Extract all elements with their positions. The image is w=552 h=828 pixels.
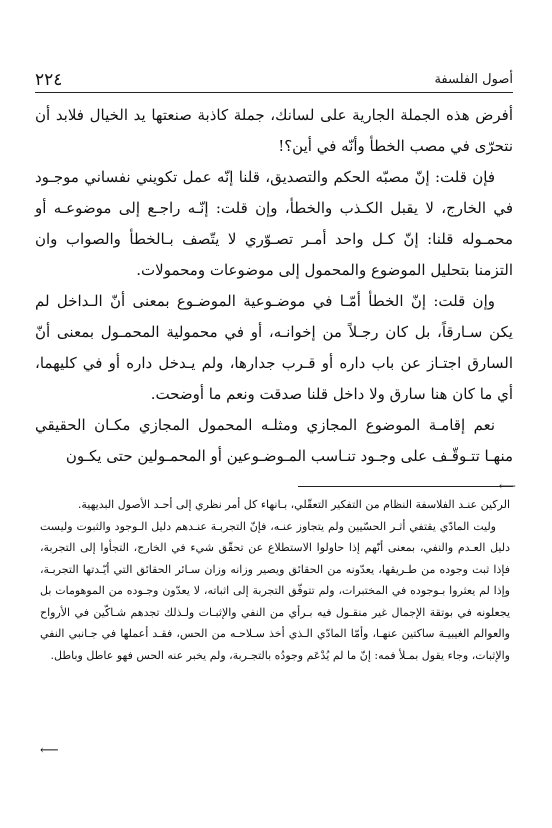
- running-title: أصول الفلسفة: [434, 72, 513, 87]
- header-rule: [35, 92, 513, 93]
- body-paragraph: وإن قلت: إنّ الخطأ أمّـا في موضـوعية الموضـوع بمعنى أنّ الـداخل لم يكن سـارقاً، بل كان رجـلاً من إخوانـه، أو في محمولية المحمـول بمعنى أنّ السارق اجتـاز عن باب داره أو قـرب جدارها، ولم يـدخل داره أو في كليهما، أي ما كان هنا سارق ولا داخل قلنا صدقت ونعم ما أوضحت.: [35, 292, 513, 403]
- body-paragraph: فإن قلت: إنّ مصبّه الحكم والتصديق، قلنا إنّه عمل تكويني نفساني موجـود في الخارج، لا يقبل الكـذب والخطأ، وإن قلت: إنّـه راجـع إلى موضوعـه أو محمـوله قلنا: إنّ كـل واحد أمـر تصـوّري لا يتّصف بـالخطأ والصواب وان التزمنا بتحليل الموضوع والمحمول إلى موضوعات ومحمولات.: [35, 168, 513, 279]
- footnotes: [40, 494, 510, 666]
- footnote-rule: [298, 486, 513, 487]
- page-number: ٢٢٤: [35, 70, 63, 90]
- footnote-paragraph: وليت المادّي يقتفي أثـر الحسّيين ولم يتجاوز عنـه، فإنّ التجربـة عنـدهم دليل الـوجود والثبوت وليست دليل العـدم والنفي، بمعنى أنّهم إذا حاولوا الاستطلاع عن تحقّق شيء في الخارج، التجأوا إلى التجربة، فإذا ثبت وجوده من طـريقها، يعدّونه من الحقائق ويصير وزانه وزان سـائر الحقائق التي أيّـدتها التجربـة، وإذا لم يعثروا بـوجوده في المختبرات، ولم تتوفّق التجربة إلى اثباته، لا يعدّون وجـوده من الموهومات بل يجعلونه في بوتقة الإجمال غير منقـول فيه بـرأي من النفي والإثبـات ولـذلك تجدهم شـاكّين في الأرواح والعوالم الغيبيـة ساكتين عنهـا، وأمّا المادّي الـذي أخذ سـلاحـه من الحس، فقـد أعملها في جـانبي النفي والإثبات، وجاء يقول بمـلأ فمه: إنّ ما لم يُدْعَم وجودُه بالتجـربة، ولم يخبر عنه الحس فهو عاطل وباطل.: [40, 519, 510, 662]
- body-paragraph: نعم إقامـة الموضوع المجازي ومثلـه المحمول المجازي مكـان الحقيقي منهـا تتـوقّـف على وجـود تنـاسب المـوضـوعين أو المحمـولين حتى يكـون: [35, 416, 513, 465]
- page-header: [35, 70, 513, 92]
- footnote-continues-arrow-icon: ⟵: [40, 743, 59, 758]
- main-text: [35, 100, 513, 472]
- footnote-continuation-arrow-icon: ⟵: [498, 479, 516, 493]
- body-paragraph: أفرض هذه الجملة الجارية على لسانك، جملة كاذبة صنعتها يد الخيال فلابد أن نتحرّى في مصب الخطأ وأنّه في أين؟!: [35, 106, 513, 155]
- footnote-paragraph: الركين عنـد الفلاسفة النظام من التفكير التعقّلي، بـانهاء كل أمر نظري إلى أحـد الأصول البديهية.: [77, 498, 510, 511]
